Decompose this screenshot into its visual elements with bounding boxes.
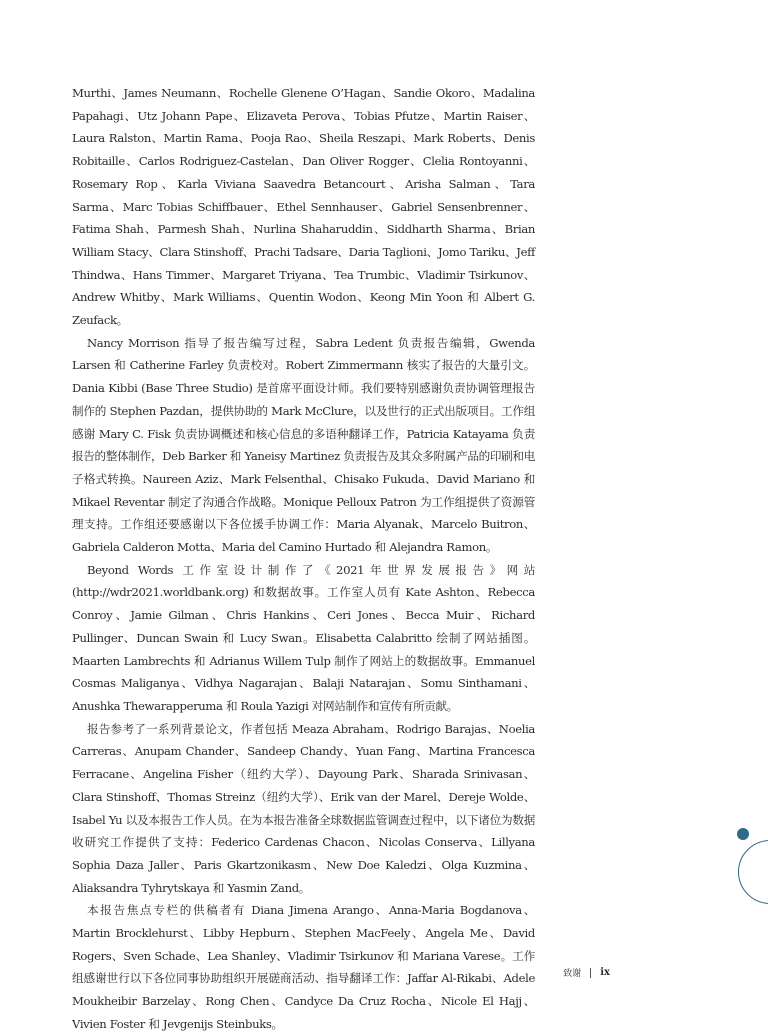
paragraph-contributors-cont: Murthi、James Neumann、Rochelle Glenene O’Hagan、Sandie Okoro、Madalina Papahagi、Utz Johann Pape、Elizaveta Perova、Tobias Pfutze、Martin Raiser、Laura Ralston、Martin Rama、Pooja Rao、Sheila Reszapi、Mark Roberts、Denis Robitaille、Carlos Rodriguez-Castelan、Dan Oliver Rogger、Clelia Rontoyanni、Rosemary Rop、Karla Viviana Saavedra Betancourt、Arisha Salman、Tara Sarma、Marc Tobias Schiffbauer、Ethel Sennhauser、Gabriel Sensenbrenner、Fatima Shah、Parmesh Shah、Nurlina Shaharuddin、Siddharth Sharma、Brian William Stacy、Clara Stinshoff、Prachi Tadsare、Daria Taglioni、Jomo Tariku、Jeff Thindwa、Hans Timmer、Margaret Triyana、Tea Trumbic、Vladimir Tsirkunov、Andrew Whitby、Mark Williams、Quentin Wodon、Keong Min Yoon 和 Albert G. Zeufack。 — [72, 86, 535, 328]
paragraph-production: Nancy Morrison 指导了报告编写过程，Sabra Ledent 负责报告编辑，Gwenda Larsen 和 Catherine Farley 负责校对。Robert Zimmermann 核实了报告的大量引文。Dania Kibbi (Base Three Studio) 是首席平面设计师。我们要特别感谢负责协调管理报告制作的 Stephen Pazdan，提供协助的 Mark McClure，以及世行的正式出版项目。工作组感谢 Mary C. Fisk 负责协调概述和核心信息的多语种翻译工作，Patricia Katayama 负责报告的整体制作，Deb Barker 和 Yaneisy Martinez 负责报告及其众多附属产品的印刷和电子格式转换。Naureen Aziz、Mark Felsenthal、Chisako Fukuda、David Mariano 和 Mikael Reventar 制定了沟通合作战略。Monique Pelloux Patron 为工作组提供了资源管理支持。工作组还要感谢以下各位援手协调工作：Maria Alyanak、Marcelo Buitron、Gabriela Calderon Motta、Maria del Camino Hurtado 和 Alejandra Ramon。 — [72, 335, 535, 555]
decorative-dot — [737, 828, 749, 840]
page-number: ix — [600, 967, 610, 978]
decorative-ring — [738, 840, 768, 904]
body-text — [72, 82, 535, 1036]
page-footer — [540, 966, 610, 979]
paragraph-website: Beyond Words 工作室设计制作了《2021年世界发展报告》网站 (http://wdr2021.worldbank.org) 和数据故事。工作室人员有 Kate Ashton、Rebecca Conroy、Jamie Gilman、Chris Hankins、Ceri Jones、Becca Muir、Richard Pullinger、Duncan Swain 和 Lucy Swan。Elisabetta Calabritto 绘制了网站插图。Maarten Lambrechts 和 Adrianus Willem Tulp 制作了网站上的数据故事。Emmanuel Cosmas Maliganya、Vidhya Nagarajan、Balaji Natarajan、Somu Sinthamani、Anushka Thewarapperuma 和 Roula Yazigi 对网站制作和宣传有所贡献。 — [72, 562, 535, 713]
paragraph-spotlight: 本报告焦点专栏的供稿者有 Diana Jimena Arango、Anna-Maria Bogdanova、Martin Brocklehurst、Libby Hepburn、Stephen MacFeely、Angela Me、David Rogers、Sven Schade、Lea Shanley、Vladimir Tsirkunov 和 Mariana Varese。工作组感谢世行以下各位同事协助组织开展磋商活动、指导翻译工作：Jaffar Al-Rikabi、Adele Moukheibir Barzelay、Rong Chen、Candyce Da Cruz Rocha、Nicole El Hajj、Vivien Foster 和 Jevgenijs Steinbuks。 — [72, 903, 535, 1031]
footer-section-title: 致谢 — [563, 969, 582, 979]
footer-divider — [590, 968, 591, 978]
paragraph-background-papers: 报告参考了一系列背景论文，作者包括 Meaza Abraham、Rodrigo Barajas、Noelia Carreras、Anupam Chander、Sandeep Chandy、Yuan Fang、Martina Francesca Ferracane、Angelina Fisher（纽约大学）、Dayoung Park、Sharada Srinivasan、Clara Stinshoff、Thomas Streinz（纽约大学）、Erik van der Marel、Dereje Wolde、Isabel Yu 以及本报告工作人员。在为本报告准备全球数据监管调查过程中，以下诸位为数据收研究工作提供了支持：Federico Cardenas Chacon、Nicolas Conserva、Lillyana Sophia Daza Jaller、Paris Gkartzonikasm、New Doe Kaledzi、Olga Kuzmina、Aliaksandra Tyhrytskaya 和 Yasmin Zand。 — [72, 721, 535, 895]
